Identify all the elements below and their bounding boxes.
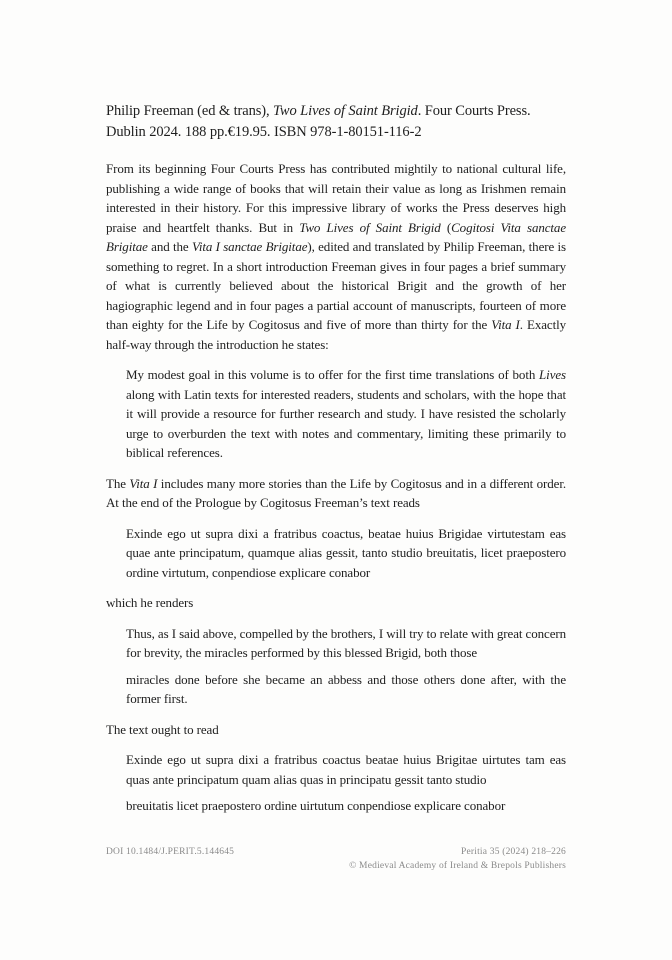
page-footer bbox=[106, 845, 566, 873]
review-heading: Philip Freeman (ed & trans), Two Lives of Saint Brigid. Four Courts Press. Dublin 2024. 188 pp.€19.95. ISBN 978-1-80151-116-2 bbox=[106, 103, 531, 140]
blockquote-text: Thus, as I said above, compelled by the brothers, I will try to relate with great concern for brevity, the miracles performed by this blessed Brigid, both those bbox=[126, 625, 566, 660]
blockquote-translation bbox=[126, 624, 566, 709]
copyright-line: © Medieval Academy of Ireland & Brepols Publishers bbox=[349, 861, 566, 871]
blockquote-text: Exinde ego ut supra dixi a fratribus coactus beatae huius Brigitae uirtutes tam eas quas ante principatum quam alias quas in principatu gessit tanto studio bbox=[126, 752, 566, 787]
blockquote-text: breuitatis licet praepostero ordine uirtutum conpendiose explicare conabor bbox=[126, 798, 506, 813]
review-lead-in-ought: The text ought to read bbox=[106, 721, 219, 737]
doi-label: DOI 10.1484/J.PERIT.5.144645 bbox=[106, 847, 235, 857]
review-paragraph-vita: The Vita I includes many more stories than the Life by Cogitosus and in a different order. At the end of the Prologue by Cogitosus Freeman’s text reads bbox=[106, 475, 566, 510]
journal-reference: Peritia 35 (2024) 218–226 bbox=[460, 847, 566, 857]
blockquote-freeman-goal bbox=[126, 365, 566, 463]
blockquote-text: Exinde ego ut supra dixi a fratribus coactus, beatae huius Brigidae virtutestam eas quae ante principatum, quamque alias gessit, tanto studio breuitatis, licet praepostero ordine virtutum, conpendiose explicare conabor bbox=[126, 525, 566, 580]
review-lead-in-renders: which he renders bbox=[106, 595, 194, 610]
blockquote-latin-corrected bbox=[126, 750, 566, 816]
blockquote-text: My modest goal in this volume is to offer for the first time translations of both Lives along with Latin texts for interested readers, students and scholars, with the hope that it will provide a resource for further research and study. I have resisted the scholarly urge to overburden the text with notes and commentary, limiting these primarily to biblical references. bbox=[126, 367, 566, 460]
journal-imprint bbox=[349, 845, 566, 873]
review-paragraph-intro: From its beginning Four Courts Press has contributed mightily to national cultural life, publishing a wide range of books that will retain their value as long as Irishmen remain interested in their history. For this impressive library of works the Press deserves high praise and heartfelt thanks. But in Two Lives of Saint Brigid (Cogitosi Vita sanctae Brigitae and the Vita I sanctae Brigitae), edited and translated by Philip Freeman, there is something to regret. In a short introduction Freeman gives in four pages a brief summary of what is currently believed about the historical Brigit and the growth of her hagiographic legend and in four pages a partial account of manuscripts, fourteen of more than eighty for the Life by Cogitosus and five of more than thirty for the Vita I. Exactly half-way through the introduction he states: bbox=[106, 161, 566, 352]
blockquote-text: miracles done before she became an abbess and those others done after, with the former first. bbox=[126, 671, 566, 706]
blockquote-latin-freeman bbox=[126, 524, 566, 583]
review-content bbox=[106, 101, 566, 827]
